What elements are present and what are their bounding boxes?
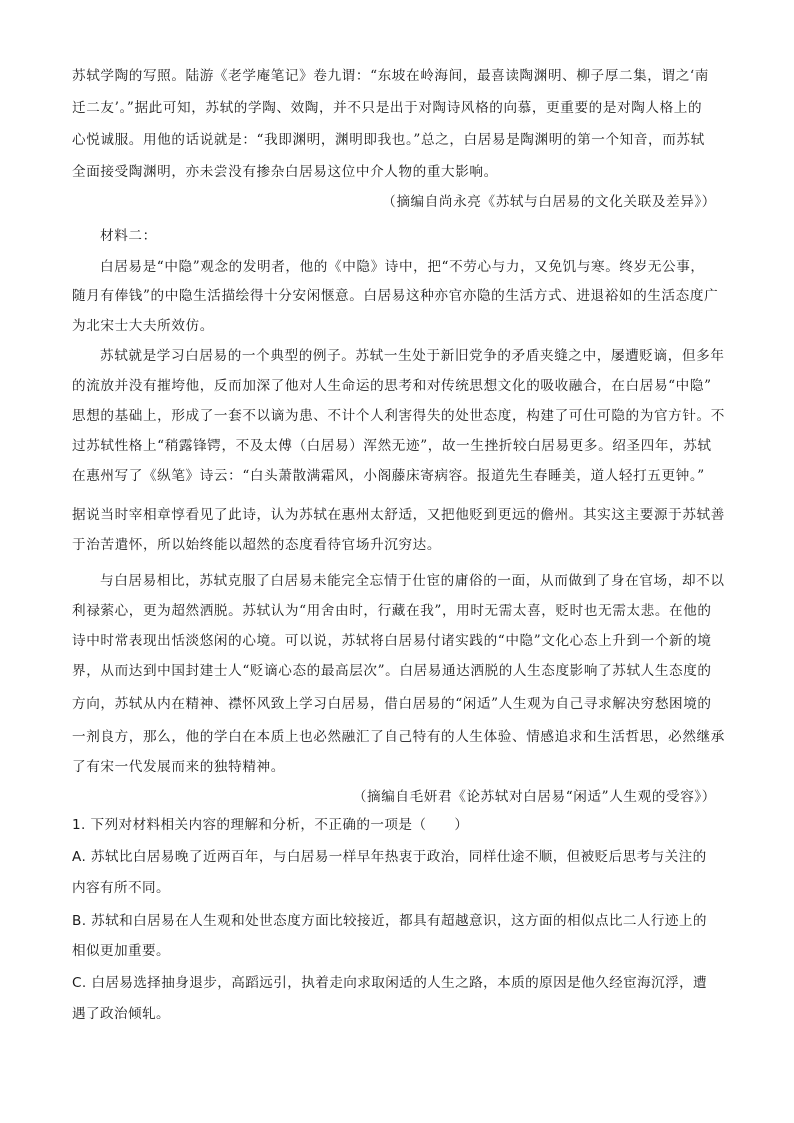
paragraph-line: 白居易是“中隐”观念的发明者，他的《中隐》诗中，把“不劳心与力，又免饥与寒。终岁无公事，	[100, 259, 705, 275]
paragraph-line: 于治苦遣怀，所以始终能以超然的态度看待官场升沉穷达。	[72, 537, 442, 553]
paragraph-line: 界，从而达到中国封建士人“贬谪心态的最高层次”。白居易通达洒脱的人生态度影响了苏轼人生态度的	[72, 663, 712, 679]
option-a-cont: 内容有所不同。	[72, 880, 170, 896]
option-c-cont: 遇了政治倾轧。	[72, 1006, 170, 1022]
paragraph-line: 了有宋一代发展而来的独特精神。	[72, 759, 285, 775]
option-b: B. 苏轼和白居易在人生观和处世态度方面比较接近，都具有超越意识，这方面的相似点比二人行迹上的	[72, 913, 707, 929]
option-a: A. 苏轼比白居易晚了近两百年，与白居易一样早年热衷于政治，同样仕途不顺，但被贬后思考与关注的	[72, 849, 707, 865]
paragraph-line: 在惠州写了《纵笔》诗云：“白头萧散满霜风，小阁藤床寄病容。报道先生春睡美，道人轻打五更钟。”	[72, 468, 705, 484]
paragraph-line: 利禄萦心，更为超然洒脱。苏轼认为“用舍由时，行藏在我”，用时无需太喜，贬时也无需太悲。在他的	[72, 603, 712, 619]
option-c: C. 白居易选择抽身退步，高蹈远引，执着走向求取闲适的人生之路，本质的原因是他久经宦海沉浮，遭	[72, 975, 708, 991]
paragraph-line: 的流放并没有摧垮他，反而加深了他对人生命运的思考和对传统思想文化的吸收融合，在白居易“中隐”	[72, 378, 712, 394]
paragraph-line: 心悦诚服。用他的话说就是：“我即渊明，渊明即我也。”总之，白居易是陶渊明的第一个知音，而苏轼	[72, 132, 705, 148]
paragraph-line: 苏轼学陶的写照。陆游《老学庵笔记》卷九谓：“东坡在岭海间，最喜读陶渊明、柳子厚二集，谓之‘南	[72, 68, 709, 84]
source-citation: （摘编自尚永亮《苏轼与白居易的文化关联及差异》）	[382, 194, 716, 210]
question-stem: 1. 下列对材料相关内容的理解和分析，不正确的一项是（ ）	[72, 817, 469, 833]
paragraph-line: 苏轼就是学习白居易的一个典型的例子。苏轼一生处于新旧党争的矛盾夹缝之中，屡遭贬谪，但多年	[100, 348, 725, 364]
paragraph-line: 诗中时常表现出恬淡悠闲的心境。可以说，苏轼将白居易付诸实践的“中隐”文化心态上升到一个新的境	[72, 633, 712, 649]
section-label: 材料二：	[100, 228, 157, 244]
paragraph-line: 与白居易相比，苏轼克服了白居易未能完全忘情于仕宦的庸俗的一面，从而做到了身在官场，却不以	[100, 573, 725, 589]
paragraph-line: 一剂良方，那么，他的学白在本质上也必然融汇了自己特有的人生体验、情感追求和生活哲思，必然继承	[72, 729, 725, 745]
paragraph-line: 全面接受陶渊明，亦未尝没有掺杂白居易这位中介人物的重大影响。	[72, 164, 498, 180]
paragraph-line: 为北宋士大夫所效仿。	[72, 318, 214, 334]
option-b-cont: 相似更加重要。	[72, 943, 170, 959]
source-citation: （摘编自毛妍君《论苏轼对白居易“闲适”人生观的受容》）	[352, 789, 716, 805]
paragraph-line: 方向，苏轼从内在精神、襟怀风致上学习白居易，借白居易的“闲适”人生观为自己寻求解决穷愁困境的	[72, 696, 712, 712]
paragraph-line: 迁二友’。”据此可知，苏轼的学陶、效陶，并不只是出于对陶诗风格的向慕，更重要的是对陶人格上的	[72, 100, 703, 116]
paragraph-line: 思想的基础上，形成了一套不以谪为患、不计个人利害得失的处世态度，构建了可仕可隐的为官方针。不	[72, 408, 725, 424]
paragraph-line: 据说当时宰相章惇看见了此诗，认为苏轼在惠州太舒适，又把他贬到更远的儋州。其实这主要源于苏轼善	[72, 507, 725, 523]
paragraph-line: 过苏轼性格上“稍露锋锷，不及太傅（白居易）浑然无迹”，故一生挫折较白居易更多。绍圣四年，苏轼	[72, 438, 712, 454]
paragraph-line: 随月有俸钱”的中隐生活描绘得十分安闲惬意。白居易这种亦官亦隐的生活方式、进退裕如的生活态度广	[72, 288, 719, 304]
